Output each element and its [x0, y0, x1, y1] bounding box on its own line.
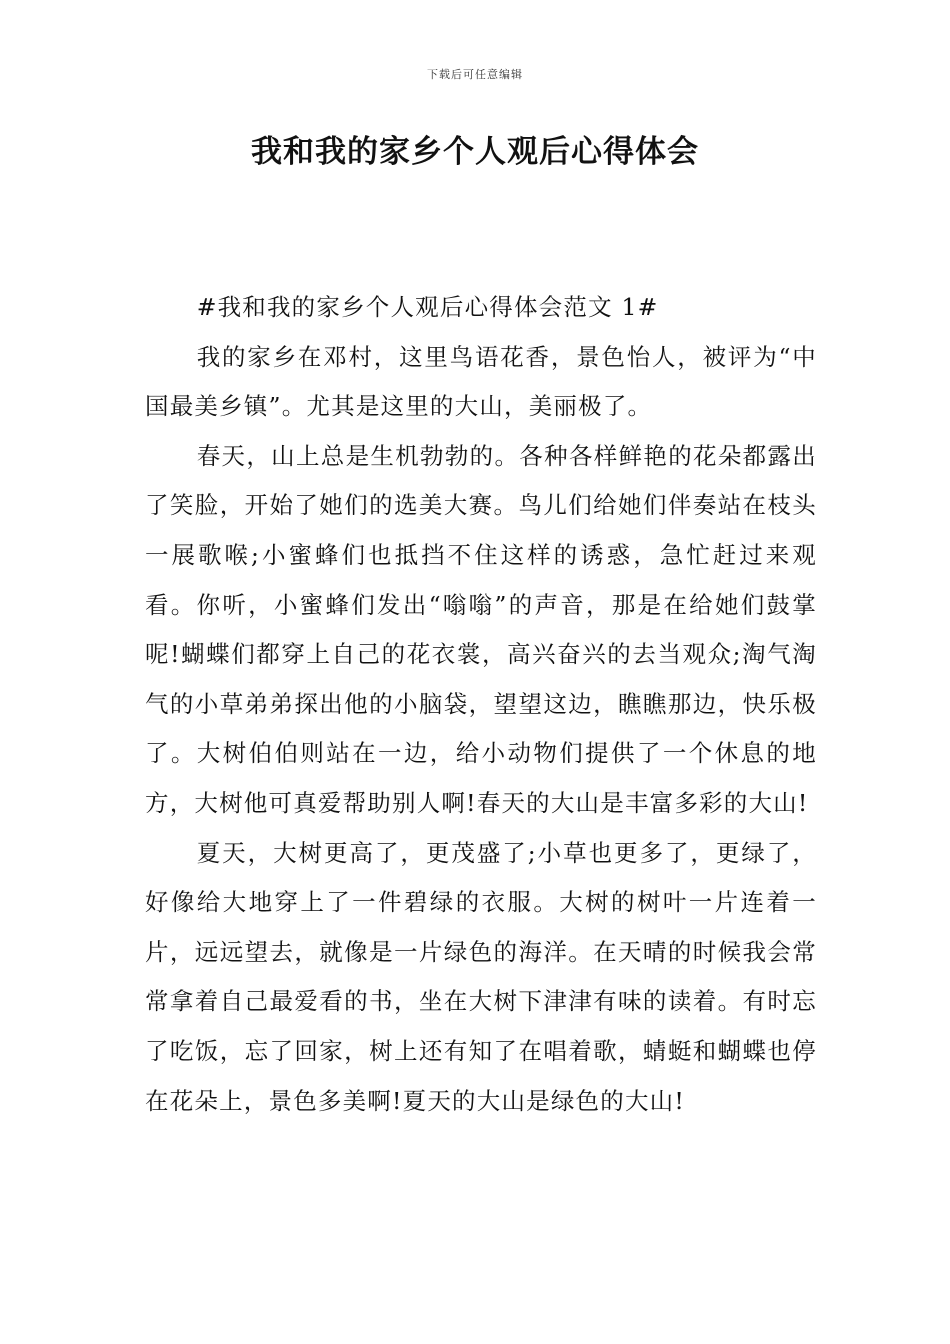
- paragraph-heading: #我和我的家乡个人观后心得体会范文 1#: [196, 293, 659, 321]
- header-note: 下载后可任意编辑: [427, 68, 523, 81]
- paragraph: 夏天，大树更高了，更茂盛了;小草也更多了，更绿了，好像给大地穿上了一件碧绿的衣服。大树的树叶一片连着一片，远远望去，就像是一片绿色的海洋。在天晴的时候我会常常拿着自己最爱看的书，坐在大树下津津有味的读着。有时忘了吃饭，忘了回家，树上还有知了在唱着歌，蜻蜓和蝴蝶也停在花朵上，景色多美啊!夏天的大山是绿色的大山!: [145, 838, 817, 1115]
- paragraph: 春天，山上总是生机勃勃的。各种各样鲜艳的花朵都露出了笑脸，开始了她们的选美大赛。鸟儿们给她们伴奏站在枝头一展歌喉;小蜜蜂们也抵挡不住这样的诱惑，急忙赶过来观看。你听，小蜜蜂们发出“嗡嗡”的声音，那是在给她们鼓掌呢!蝴蝶们都穿上自己的花衣裳，高兴奋兴的去当观众;淘气淘气的小草弟弟探出他的小脑袋，望望这边，瞧瞧那边，快乐极了。大树伯伯则站在一边，给小动物们提供了一个休息的地方，大树他可真爱帮助别人啊!春天的大山是丰富多彩的大山!: [145, 441, 817, 817]
- document-body: [145, 283, 817, 1126]
- document-title: 我和我的家乡个人观后心得体会: [251, 134, 699, 170]
- paragraph: 我的家乡在邓村，这里鸟语花香，景色怡人，被评为“中国最美乡镇”。尤其是这里的大山，美丽极了。: [145, 342, 817, 421]
